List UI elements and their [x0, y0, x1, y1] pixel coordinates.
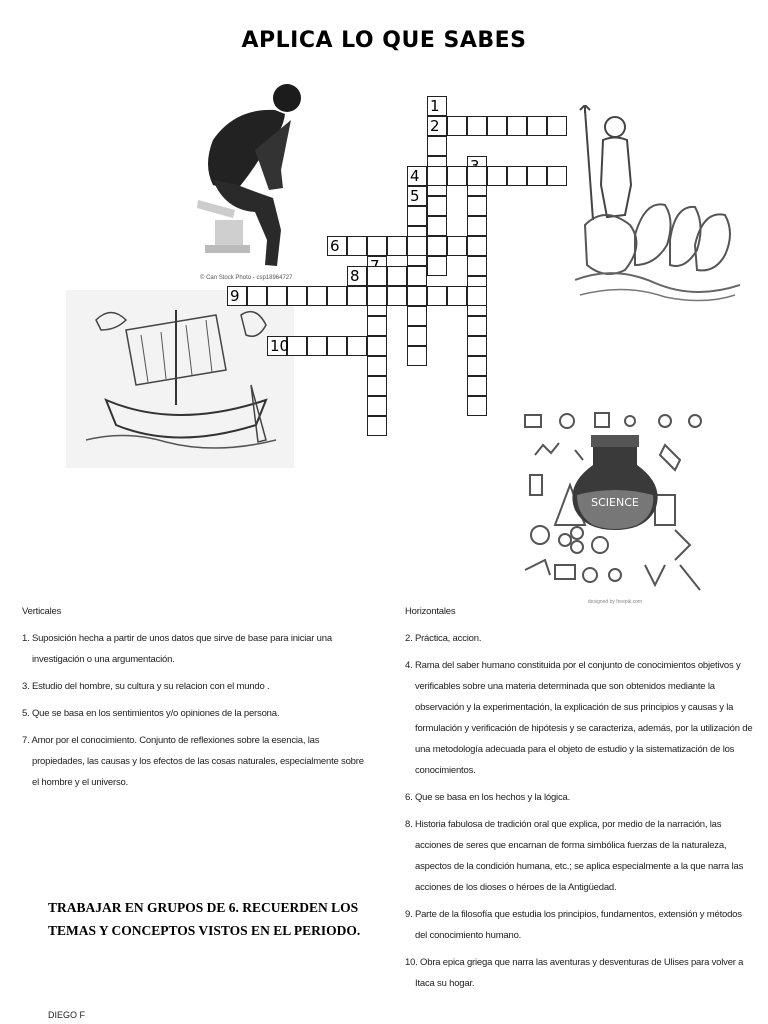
- vertical-clue-3: 3. Estudio del hombre, su cultura y su relacion con el mundo .: [22, 681, 270, 692]
- horizontal-clue-2: 2. Práctica, accion.: [405, 633, 482, 644]
- crossword-cell[interactable]: [507, 166, 527, 186]
- crossword-number-8: 8: [350, 267, 360, 285]
- crossword-cell[interactable]: [287, 286, 307, 306]
- horizontal-clue-8: 8. Historia fabulosa de tradición oral que explica, por medio de la narración, las acciones de seres que encarnan de forma simbólica fuerzas de la naturaleza, aspectos de la condición humana, etc.; se aplica especialmente a la que narra las acciones de los dioses o héroes de la Antigüedad.: [405, 819, 744, 893]
- group-instructions: TRABAJAR EN GRUPOS DE 6. RECUERDEN LOS TEMAS Y CONCEPTOS VISTOS EN EL PERIODO.: [48, 900, 361, 938]
- horizontal-clue-9: 9. Parte de la filosofía que estudia los principios, fundamentos, extensión y métodos del conocimiento humano.: [405, 909, 742, 941]
- crossword-cell[interactable]: [467, 216, 487, 236]
- crossword-cell[interactable]: [447, 286, 467, 306]
- horizontals-clues: [405, 601, 753, 1000]
- science-credit: designed by freepik.com: [587, 599, 643, 605]
- crossword-cell[interactable]: [367, 416, 387, 436]
- vertical-clue-7: 7. Amor por el conocimiento. Conjunto de reflexiones sobre la esencia, las propiedades, las causas y los efectos de las cosas naturales, especialmente sobre el hombre y el universo.: [22, 735, 364, 788]
- crossword-cell[interactable]: [287, 336, 307, 356]
- crossword-cell[interactable]: [467, 316, 487, 336]
- crossword-cell[interactable]: [367, 376, 387, 396]
- crossword-cell[interactable]: [407, 206, 427, 226]
- crossword-cell[interactable]: [467, 116, 487, 136]
- crossword-cell[interactable]: [367, 396, 387, 416]
- page-title: APLICA LO QUE SABES: [241, 28, 527, 53]
- crossword-cell[interactable]: [387, 236, 407, 256]
- crossword-cell[interactable]: [467, 396, 487, 416]
- crossword-cell[interactable]: [447, 116, 467, 136]
- crossword-cell[interactable]: [367, 356, 387, 376]
- crossword-cell[interactable]: [427, 286, 447, 306]
- crossword-cell[interactable]: [367, 286, 387, 306]
- crossword-cell[interactable]: [467, 376, 487, 396]
- crossword-cell[interactable]: [387, 266, 407, 286]
- crossword-number-9: 9: [230, 287, 240, 305]
- verticals-header: Verticales: [22, 606, 62, 617]
- vertical-clue-5: 5. Que se basa en los sentimientos y/o opiniones de la persona.: [22, 708, 280, 719]
- crossword-cell[interactable]: [407, 326, 427, 346]
- crossword-cell[interactable]: [267, 286, 287, 306]
- crossword-cell[interactable]: [387, 286, 407, 306]
- crossword-cell[interactable]: [407, 306, 427, 326]
- crossword-cell[interactable]: [407, 346, 427, 366]
- crossword-cell[interactable]: [367, 236, 387, 256]
- author-name: DIEGO F: [48, 1010, 86, 1020]
- crossword-cell[interactable]: [427, 216, 447, 236]
- crossword-number-2: 2: [430, 117, 440, 135]
- crossword-cell[interactable]: [467, 256, 487, 276]
- crossword-number-4: 4: [410, 167, 420, 185]
- horizontal-clue-10: 10. Obra epica griega que narra las aventuras y desventuras de Ulises para volver a Itaca su hogar.: [405, 957, 744, 989]
- vertical-clue-1: 1. Suposición hecha a partir de unos datos que sirve de base para iniciar una investigación o una argumentación.: [22, 633, 332, 665]
- crossword-cell[interactable]: [467, 356, 487, 376]
- crossword-cell[interactable]: [467, 166, 487, 186]
- crossword-cell[interactable]: [527, 116, 547, 136]
- crossword-cell[interactable]: [407, 286, 427, 306]
- crossword-cell[interactable]: [467, 236, 487, 256]
- crossword-cell[interactable]: [547, 166, 567, 186]
- crossword-cell[interactable]: [307, 336, 327, 356]
- crossword-cell[interactable]: [347, 336, 367, 356]
- crossword-cell[interactable]: [467, 336, 487, 356]
- crossword-cell[interactable]: [407, 266, 427, 286]
- crossword-cell[interactable]: [487, 166, 507, 186]
- crossword-cell[interactable]: [507, 116, 527, 136]
- crossword-cell[interactable]: [467, 196, 487, 216]
- crossword-cell[interactable]: [527, 166, 547, 186]
- crossword-cell[interactable]: [427, 166, 447, 186]
- crossword-cell[interactable]: [427, 236, 447, 256]
- horizontals-header: Horizontales: [405, 606, 456, 617]
- crossword-cell[interactable]: [447, 166, 467, 186]
- science-label: SCIENCE: [591, 496, 639, 509]
- crossword-number-1: 1: [430, 97, 440, 115]
- crossword-cell[interactable]: [307, 286, 327, 306]
- verticals-clues: [22, 601, 367, 799]
- crossword-cell[interactable]: [487, 116, 507, 136]
- horizontal-clue-4: 4. Rama del saber humano constituida por el conjunto de conocimientos objetivos y verificables sobre una materia determinada que son obtenidos mediante la observación y la experimentación, la explicación de sus principios y causas y la formulación y verificación de hipótesis y se caracteriza, además, por la utilización de una metodología adecuada para el objeto de estudio y la sistematización de los conocimientos.: [405, 660, 753, 776]
- crossword-number-10: 10: [270, 337, 290, 355]
- crossword-cell[interactable]: [327, 336, 347, 356]
- crossword-number-5: 5: [410, 187, 420, 205]
- crossword-cell[interactable]: [427, 256, 447, 276]
- crossword-cell[interactable]: [467, 286, 487, 306]
- crossword-cell[interactable]: [347, 286, 367, 306]
- crossword-cell[interactable]: [427, 136, 447, 156]
- crossword-cell[interactable]: [427, 196, 447, 216]
- crossword-cell[interactable]: [367, 336, 387, 356]
- crossword-cell[interactable]: [547, 116, 567, 136]
- crossword-cell[interactable]: [247, 286, 267, 306]
- horizontal-clue-6: 6. Que se basa en los hechos y la lógica.: [405, 792, 571, 803]
- crossword-cell[interactable]: [347, 236, 367, 256]
- crossword-cell[interactable]: [407, 236, 427, 256]
- crossword-cell[interactable]: [367, 266, 387, 286]
- crossword-cell[interactable]: [327, 286, 347, 306]
- image-credit: © Can Stock Photo - csp18964727: [200, 275, 293, 281]
- crossword-cell[interactable]: [447, 236, 467, 256]
- crossword-cell[interactable]: [367, 316, 387, 336]
- crossword-number-6: 6: [330, 237, 340, 255]
